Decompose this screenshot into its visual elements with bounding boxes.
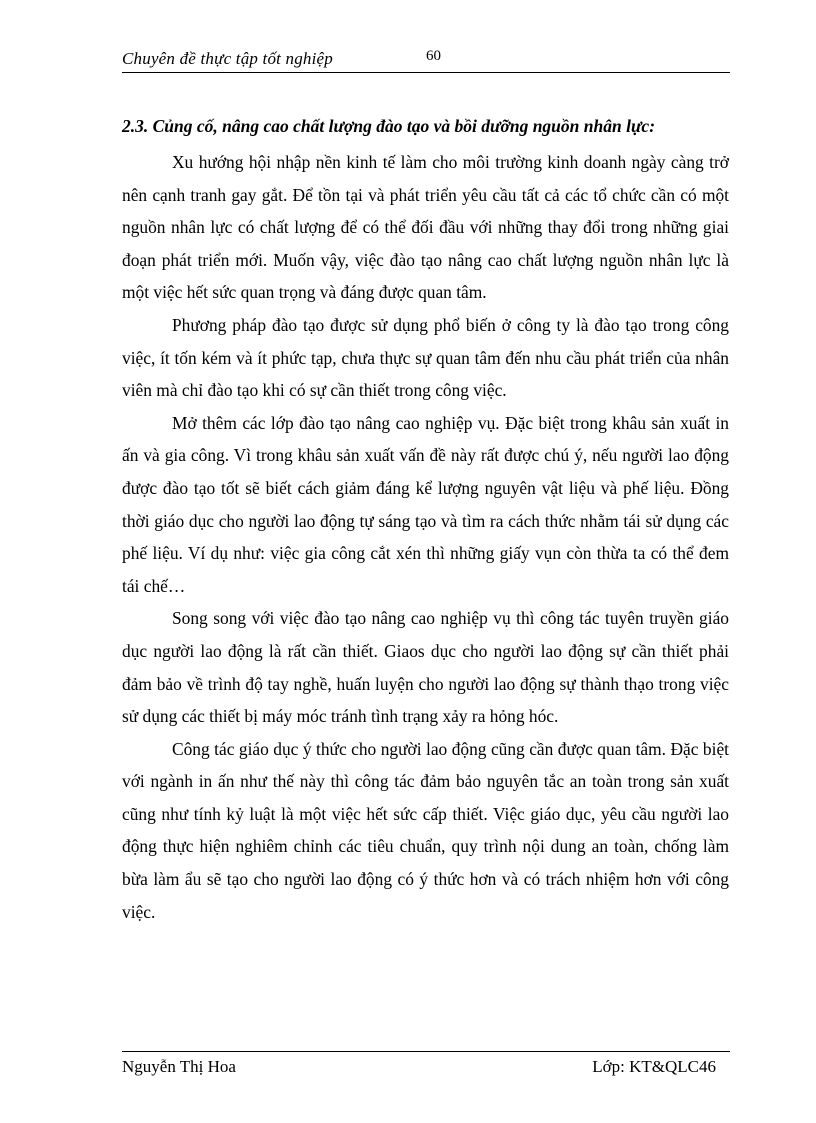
header-title: Chuyên đề thực tập tốt nghiệp (122, 49, 334, 68)
paragraph: Xu hướng hội nhập nền kinh tế làm cho môi trường kinh doanh ngày càng trở nên cạnh tranh gay gắt. Để tồn tại và phát triển yêu cầu tất cả các tổ chức cần có một nguồn nhân lực có chất lượng để có thể đối đầu với những thay đổi trong những giai đoạn phát triển mới. Muốn vậy, việc đào tạo nâng cao chất lượng nguồn nhân lực là một việc hết sức quan trọng và đáng được quan tâm. (122, 152, 729, 303)
paragraph: Mở thêm các lớp đào tạo nâng cao nghiệp vụ. Đặc biệt trong khâu sản xuất in ấn và gia công. Vì trong khâu sản xuất vấn đề này rất được chú ý, nếu người lao động được đào tạo tốt sẽ biết cách giảm đáng kể lượng nguyên vật liệu và phế liệu. Đồng thời giáo dục cho người lao động tự sáng tạo và tìm ra cách thức nhằm tái sử dụng các phế liệu. Ví dụ như: việc gia công cắt xén thì những giấy vụn còn thừa ta có thể đem tái chế… (122, 412, 729, 596)
body-text (122, 146, 729, 928)
page-header (122, 46, 730, 73)
paragraph: Song song với việc đào tạo nâng cao nghiệp vụ thì công tác tuyên truyền giáo dục người lao động là rất cần thiết. Giaos dục cho người lao động sự cần thiết phải đảm bảo về trình độ tay nghề, huấn luyện cho người lao động sự thành thạo trong việc sử dụng các thiết bị máy móc tránh tình trạng xảy ra hỏng hóc. (122, 608, 729, 727)
footer-author: Nguyễn Thị Hoa (122, 1057, 236, 1076)
page-number: 60 (426, 48, 441, 64)
paragraph: Công tác giáo dục ý thức cho người lao động cũng cần được quan tâm. Đặc biệt với ngành in ấn như thế này thì công tác đảm bảo nguyên tắc an toàn trong sản xuất cũng như tính kỷ luật là một việc hết sức cấp thiết. Việc giáo dục, yêu cầu người lao động thực hiện nghiêm chỉnh các tiêu chuẩn, quy trình nội dung an toàn, chống làm bừa làm ẩu sẽ tạo cho người lao động có ý thức hơn và có trách nhiệm hơn với công việc. (122, 738, 729, 922)
footer-class: Lớp: KT&QLC46 (592, 1057, 716, 1076)
paragraph: Phương pháp đào tạo được sử dụng phổ biến ở công ty là đào tạo trong công việc, ít tốn kém và ít phức tạp, chưa thực sự quan tâm đến nhu cầu phát triển của nhân viên mà chỉ đào tạo khi có sự cần thiết trong công việc. (122, 314, 729, 401)
page-footer (122, 1051, 730, 1082)
section-heading: 2.3. Củng cố, nâng cao chất lượng đào tạo và bồi dưỡng nguồn nhân lực: (122, 116, 656, 136)
